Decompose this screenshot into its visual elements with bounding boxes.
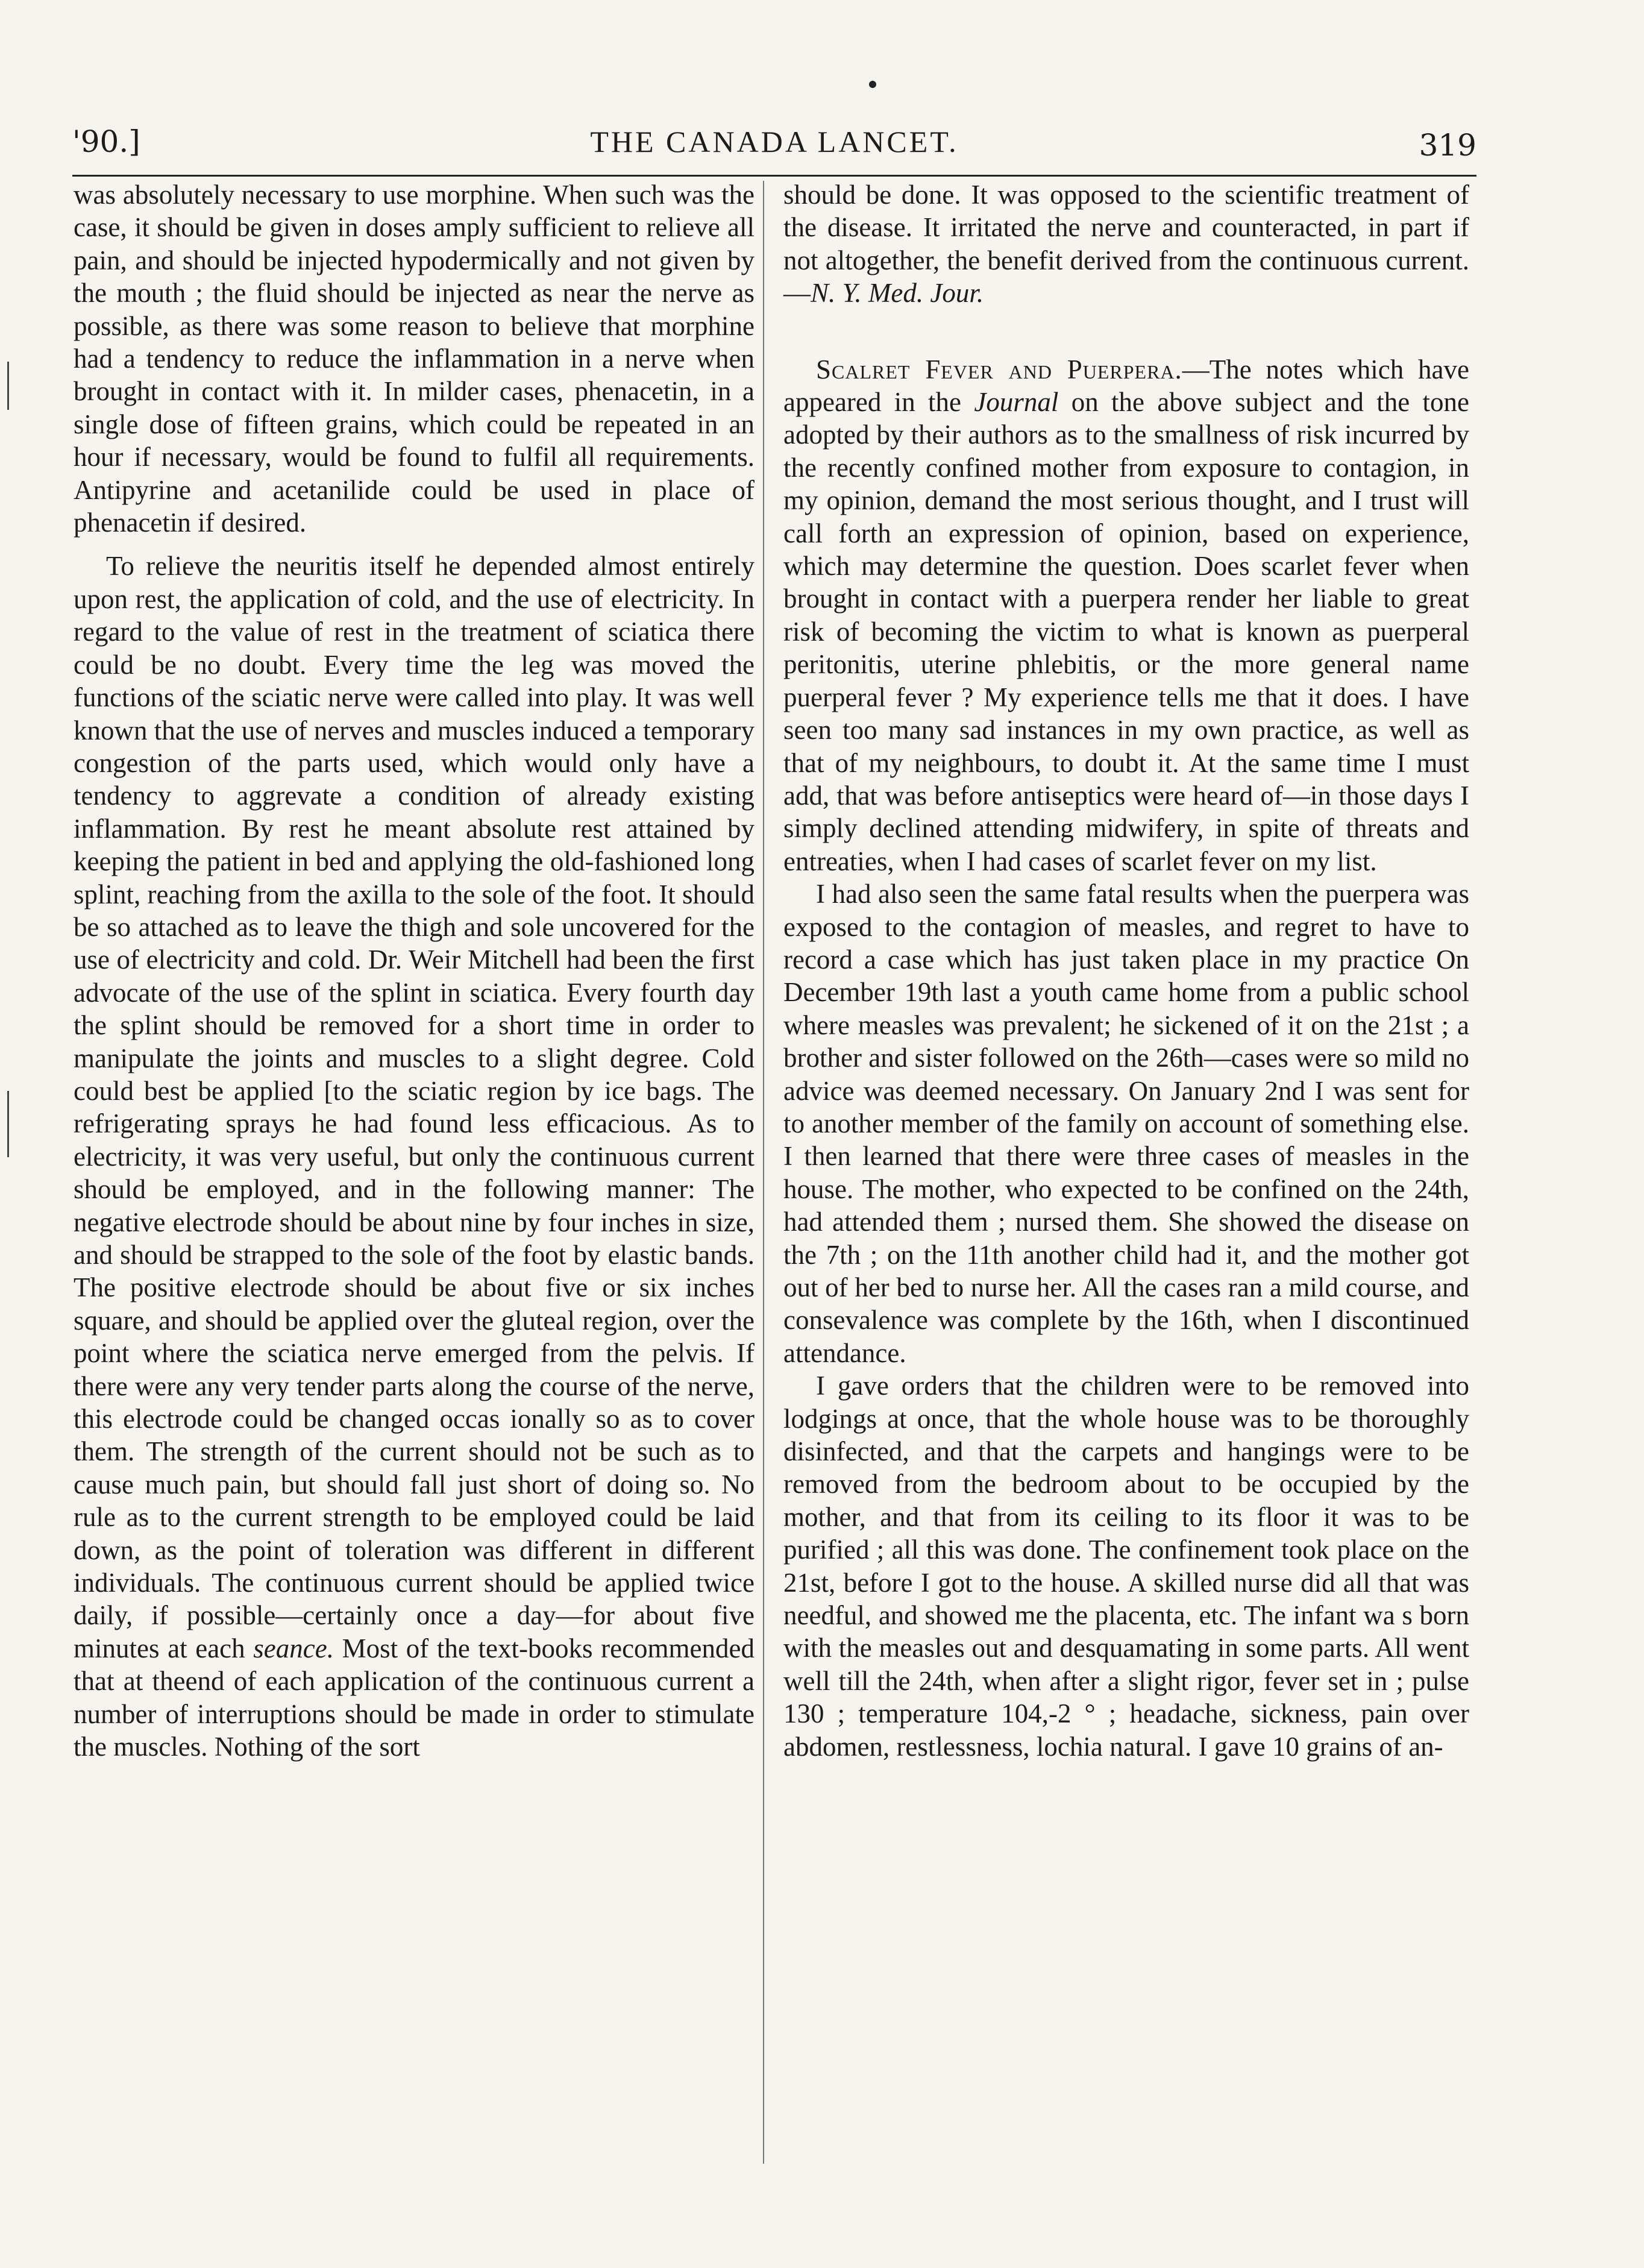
paragraph-text: on the above subject and the tone adopted by their authors as to the smallness of risk incurred by the recently confined mother from exposure to contagion, in my opinion, demand the most serious thought, and I trust will call forth an expression of opinion, based on experience, which may determine the question. Does scarlet fever when brought in contact with a puerpera render her liable to great risk of becoming the victim to what is known as puerperal peritonitis, uterine phlebitis, or the more general name puerperal fever ? My experience tells me that it does. I have seen too many sad instances in my own practice, as well as that of my neighbours, to doubt it. At the same time I must add, that was before antiseptics were heard of—in those days I simply declined attending midwifery, in spite of threats and entreaties, when I had cases of scarlet fever on my list. bbox=[783, 387, 1470, 876]
paragraph: was absolutely necessary to use morphine. When such was the case, it should be given in doses amply sufficient to relieve all pain, and should be injected hypodermically and not given by the mouth ; the fluid should be injected as near the nerve as possible, as there was some reason to believe that morphine had a tendency to reduce the inflammation in a nerve when brought in contact with it. In milder cases, phenacetin, in a single dose of fifteen grains, which could be repeated in an hour if necessary, would be found to fulfil all requirements. Antipyrine and acetanilide could be used in place of phenacetin if desired. bbox=[74, 180, 755, 538]
italic-word: seance. bbox=[253, 1633, 334, 1663]
article-heading: Scalret Fever and Puerpera. bbox=[816, 354, 1182, 385]
column-divider bbox=[763, 181, 764, 2164]
paragraph: I had also seen the same fatal results when the puerpera was exposed to the contagion of measles, and regret to have to record a case which has just taken place in my practice On December 19th last a youth came home from a public school where measles was prevalent; he sickened of it on the 21st ; a brother and sister followed on the 26th—cases were so mild no advice was deemed necessary. On January 2nd I was sent for to another member of the family on account of something else. I then learned that there were three cases of measles in the house. The mother, who expected to be confined on the 24th, had attended them ; nursed them. She showed the disease on the 7th ; on the 11th another child had it, and the mother got out of her bed to nurse her. All the cases ran a mild course, and consevalence was complete by the 16th, when I discontinued attendance. bbox=[783, 879, 1469, 1368]
paragraph-text: should be done. It was opposed to the scientific treatment of the disease. It irritated the nerve and counteracted, in part if not altogether, the benefit derived from the continuous current.— bbox=[783, 180, 1469, 309]
margin-mark bbox=[7, 362, 9, 410]
page-number: 319 bbox=[1419, 128, 1476, 163]
running-header bbox=[72, 124, 1476, 166]
journal-title: THE CANADA LANCET. bbox=[590, 125, 959, 159]
journal-name: Journal bbox=[974, 387, 1059, 418]
paragraph-text: To relieve the neuritis itself he depended almost entirely upon rest, the application of cold, and the use of electricity. In regard to the value of rest in the treatment of sciatica there could be no doubt. Every time the leg was moved the functions of the sciatic nerve were called into play. It was well known that the use of nerves and muscles induced a temporary congestion of the parts used, which would only have a tendency to aggrevate a condition of already existing inflammation. By rest he meant absolute rest attained by keeping the patient in bed and applying the old-fashioned long splint, reaching from the axilla to the sole of the foot. It should be so attached as to leave the thigh and sole uncovered for the use of electricity and cold. Dr. Weir Mitchell had been the first advocate of the use of the splint in sciatica. Every fourth day the splint should be removed for a short time in order to manipulate the joints and muscles to a slight degree. Cold could best be applied [to the sciatic region by ice bags. The refrigerating sprays he had found less efficacious. As to electricity, it was very useful, but only the continuous current should be employed, and in the following manner: The negative electrode should be about nine by four inches in size, and should be strapped to the sole of the foot by elastic bands. The positive electrode should be about five or six inches square, and should be applied over the gluteal region, over the point where the sciatica nerve emerged from the pelvis. If there were any very tender parts along the course of the nerve, this electrode could be changed occas ionally so as to cover them. The strength of the current should not be such as to cause much pain, but should fall just short of doing so. No rule as to the current strength to be employed could be laid down, as the point of toleration was different in different individuals. The continuous current should be applied twice daily, if possible—certainly once a day—for about five minutes at each bbox=[74, 551, 755, 1663]
print-speck bbox=[869, 81, 876, 88]
paragraph: I gave orders that the children were to be removed into lodgings at once, that the whole house was to be thoroughly disinfected, and that the carpets and hangings were to be removed from the bedroom about to be occupied by the mother, and that from its ceiling to its floor it was to be purified ; all this was done. The confinement took place on the 21st, before I got to the house. A skilled nurse did all that was needful, and showed me the placenta, etc. The infant wa s born with the measles out and desquamating in some parts. All went well till the 24th, when after a slight rigor, fever set in ; pulse 130 ; temperature 104,-2 ° ; headache, sickness, pain over abdomen, restlessness, lochia natural. I gave 10 grains of an- bbox=[783, 1371, 1469, 1762]
header-rule bbox=[72, 175, 1476, 177]
header-year: '90.] bbox=[72, 124, 140, 159]
paragraph-text: Most of the text-books recommended that at theend of each application of the continuous current a number of interruptions should be made in order to stimulate the muscles. Nothing of the sort bbox=[74, 1633, 755, 1762]
citation: N. Y. Med. Jour. bbox=[811, 278, 984, 309]
article bbox=[783, 353, 1469, 878]
paragraph bbox=[783, 178, 1469, 310]
margin-mark bbox=[7, 1091, 9, 1157]
paragraph bbox=[74, 550, 755, 1763]
paragraph-text: —The notes which have appeared in the bbox=[783, 354, 1469, 418]
right-column bbox=[783, 178, 1469, 1763]
left-column bbox=[74, 178, 755, 1764]
